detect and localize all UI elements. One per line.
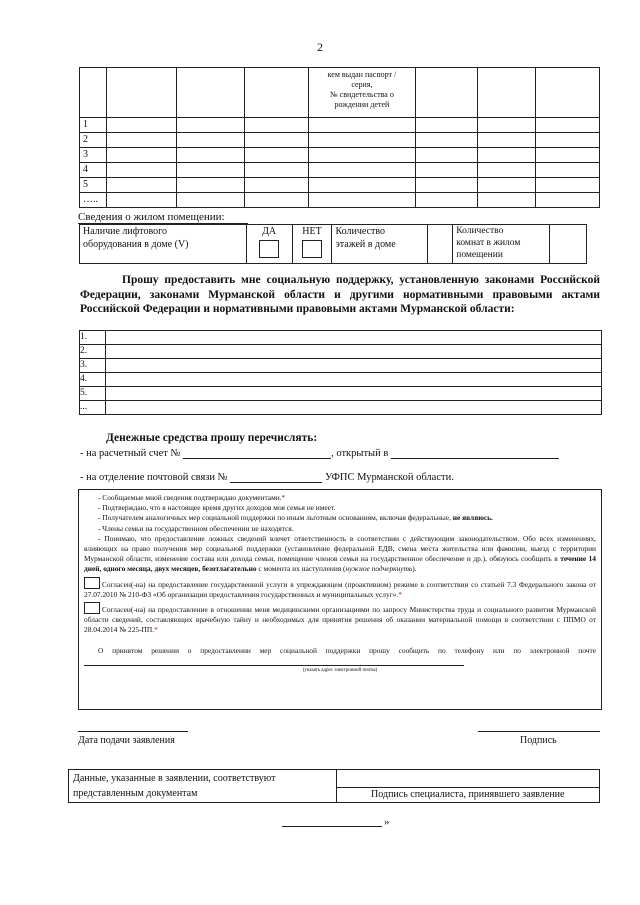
specialist-signature-label: Подпись специалиста, принявшего заявление — [336, 787, 599, 802]
support-table — [79, 330, 602, 415]
table-row: ... — [80, 401, 602, 415]
rooms-label: Количество комнат в жилом помещении — [453, 225, 550, 264]
declarations-box: - Сообщаемые мной сведения подтверждаю документами.* - Подтверждаю, что в настоящее время других доходов моя семья не имеет. - Получателем аналогичных мер социальной поддержки по иным льготным основаниям, включая федеральные, не являюсь. - Члены семьи на государственном обеспечении не находятся. - Понимаю, что предоставление ложных сведений влечет ответственность в соответствии с действующим законодательством. Обо всех изменениях, влияющих на право получения мер социальной поддержки (установление федеральной ЕДВ, смена места жительства или фамилии, выезд с территории Мурманской области, изменение состава или дохода семьи, помещение членов семьи на государственное обеспечение и др.), обязуюсь сообщить в течение 14 дней, одного месяца, двух месяцев, безотлагательно с момента их наступления (нужное подчеркнуть). Согласен(-на) на предоставление государственной услуги в упреждающем (проактивном) режиме в соответствии со статьей 7.3 Федерального закона от 27.07.2010 № 210-ФЗ «Об организации предоставления государственных и муниципальных услуг».* Согласен(-на) на предоставление в отношении меня медицинскими организациями по запросу Министерства труда и социального развития Мурманской области сведений, составляющих врачебную тайну и необходимых для принятия решения об оказании материальной помощи в соответствии с ППМО от 28.04.2014 № 225-ПП.* О принятом решении о предоставлении мер социальной поддержки прошу сообщить по телефону или по электронной почте (указать адрес электронной почты) — [78, 489, 602, 710]
no-checkbox[interactable] — [302, 240, 322, 258]
bank-name-field[interactable] — [391, 447, 559, 459]
consent-proactive-checkbox[interactable] — [84, 577, 100, 589]
verify-text: представленным документам — [69, 787, 337, 802]
date-field[interactable] — [78, 731, 188, 732]
signature-field[interactable] — [478, 731, 600, 732]
support-input[interactable] — [105, 331, 601, 345]
contact-field[interactable] — [84, 657, 464, 666]
housing-title: Сведения о жилом помещении: — [78, 211, 225, 223]
floors-value[interactable] — [428, 225, 453, 264]
request-paragraph: Прошу предоставить мне социальную поддержку, установленную законами Российской Федерации, законами Мурманской области и другими нормативными правовыми актами Российской Федерации и нормативными правовыми актами Мурманской области: — [80, 274, 600, 315]
yes-label: ДА — [262, 226, 277, 237]
account-number-field[interactable] — [183, 447, 331, 459]
yes-checkbox[interactable] — [259, 240, 279, 258]
consent-medical-checkbox[interactable] — [84, 602, 100, 614]
rooms-value[interactable] — [550, 225, 587, 264]
table-row: 4. — [80, 373, 602, 387]
table-row: 5 — [80, 178, 600, 193]
specialist-signature-field[interactable] — [336, 770, 599, 788]
verify-text: Данные, указанные в заявлении, соответствуют — [69, 770, 337, 788]
table-row: 1 — [80, 118, 600, 133]
family-table — [79, 67, 600, 208]
post-office-field[interactable] — [230, 471, 322, 483]
post-line: - на отделение почтовой связи № УФПС Мурманской области. — [80, 472, 454, 483]
verification-table — [68, 769, 600, 803]
closing-quote: » — [384, 816, 390, 828]
passport-header: кем выдан паспорт / серия, № свидетельства о рождении детей — [308, 68, 416, 118]
table-row: 3. — [80, 359, 602, 373]
money-title: Денежные средства прошу перечислять: — [106, 432, 318, 444]
table-row: 3 — [80, 148, 600, 163]
support-input[interactable] — [105, 373, 601, 387]
table-row: 2. — [80, 345, 602, 359]
signature-label: Подпись — [520, 735, 557, 746]
date-label: Дата подачи заявления — [78, 735, 175, 746]
table-row: 4 — [80, 163, 600, 178]
support-input[interactable] — [105, 401, 601, 415]
closing-date-field[interactable] — [282, 826, 382, 827]
elevator-label: Наличие лифтового оборудования в доме (V) — [80, 225, 247, 264]
page-number: 2 — [317, 40, 323, 54]
account-line: - на расчетный счет № , открытый в — [80, 447, 559, 459]
floors-label: Количество этажей в доме — [332, 225, 428, 264]
table-row: 1. — [80, 331, 602, 345]
contact-note: (указать адрес электронной почты) — [302, 668, 378, 674]
support-input[interactable] — [105, 345, 601, 359]
table-row: 5. — [80, 387, 602, 401]
support-input[interactable] — [105, 387, 601, 401]
table-row: 2 — [80, 133, 600, 148]
no-label: НЕТ — [302, 226, 322, 237]
table-row: ….. — [80, 193, 600, 208]
support-input[interactable] — [105, 359, 601, 373]
housing-table — [79, 224, 587, 264]
